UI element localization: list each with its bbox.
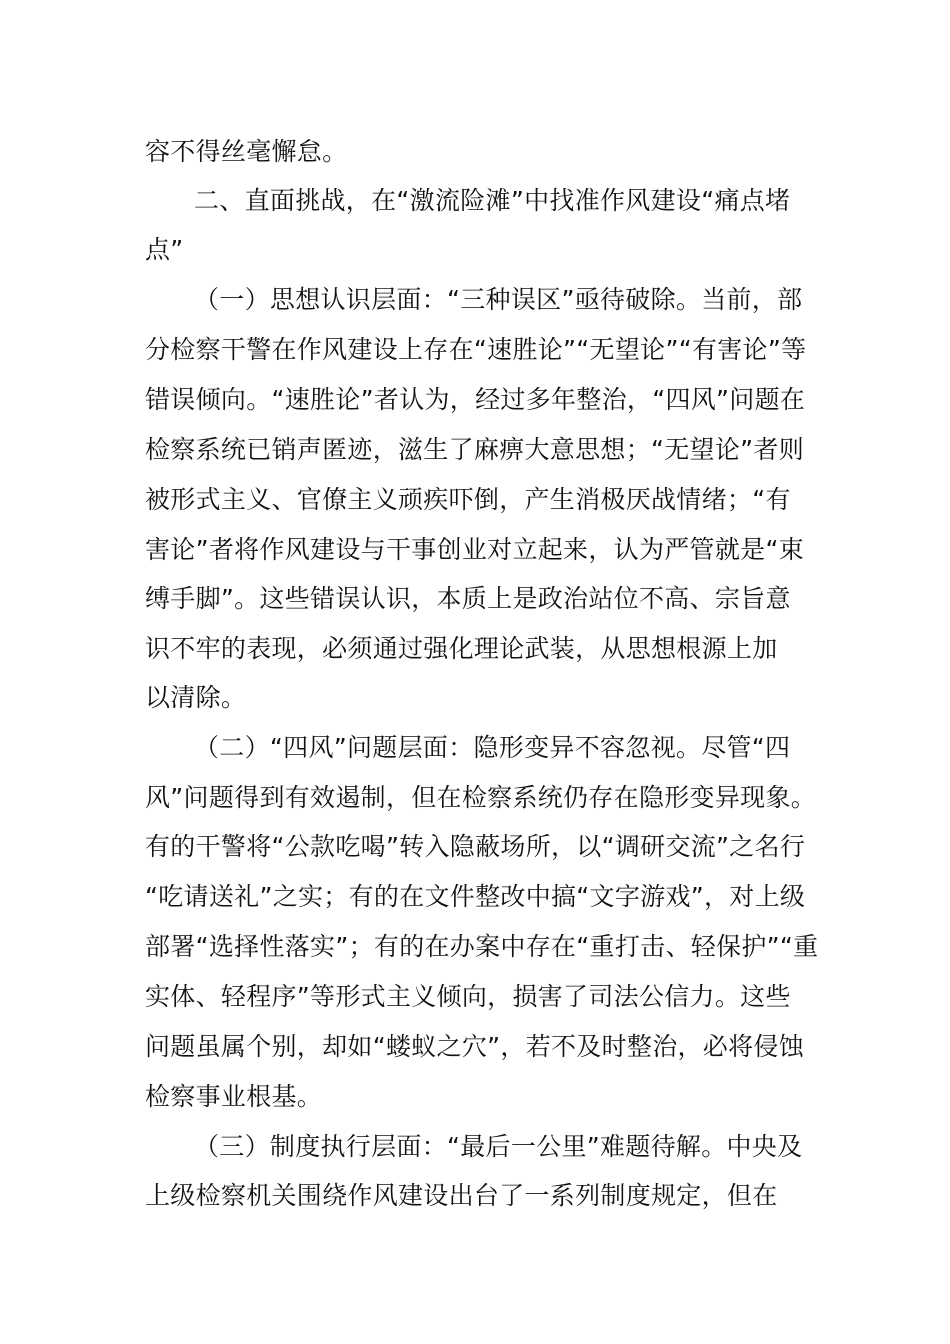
text-line: 缚手脚”。这些错误认识，本质上是政治站位不高、宗旨意	[145, 584, 791, 613]
text-line: 容不得丝毫懈怠。	[145, 137, 348, 166]
section-heading-continued: 点”	[145, 235, 184, 264]
text-line: 以清除。	[145, 683, 247, 712]
text-line: 识不牢的表现，必须通过强化理论武装，从思想根源上加	[145, 634, 778, 663]
text-line: 问题虽属个别，却如“蝼蚁之穴”，若不及时整治，必将侵蚀	[145, 1032, 805, 1061]
text-line: 害论”者将作风建设与干事创业对立起来，认为严管就是“束	[145, 535, 805, 564]
paragraph-first-line: （二）“四风”问题层面：隐形变异不容忽视。尽管“四	[194, 733, 791, 762]
text-line: 实体、轻程序”等形式主义倾向，损害了司法公信力。这些	[145, 982, 791, 1011]
paragraph-first-line: （一）思想认识层面：“三种误区”亟待破除。当前，部	[194, 285, 803, 314]
text-line: “吃请送礼”之实；有的在文件整改中搞“文字游戏”，对上级	[145, 882, 806, 911]
text-line: 检察系统已销声匿迹，滋生了麻痹大意思想；“无望论”者则	[145, 435, 805, 464]
text-line: 有的干警将“公款吃喝”转入隐蔽场所，以“调研交流”之名行	[145, 832, 806, 861]
text-line: 被形式主义、官僚主义顽疾吓倒，产生消极厌战情绪；“有	[145, 485, 791, 514]
text-line: 部署“选择性落实”；有的在办案中存在“重打击、轻保护”“重	[145, 932, 819, 961]
text-line: 分检察干警在作风建设上存在“速胜论”“无望论”“有害论”等	[145, 335, 807, 364]
paragraph-first-line: （三）制度执行层面：“最后一公里”难题待解。中央及	[194, 1132, 803, 1161]
text-line: 上级检察机关围绕作风建设出台了一系列制度规定，但在	[145, 1181, 778, 1210]
text-line: 检察事业根基。	[145, 1082, 323, 1111]
text-line: 错误倾向。“速胜论”者认为，经过多年整治，“四风”问题在	[145, 385, 806, 414]
section-heading: 二、直面挑战，在“激流险滩”中找准作风建设“痛点堵	[194, 186, 791, 215]
text-line: 风”问题得到有效遏制，但在检察系统仍存在隐形变异现象。	[145, 783, 817, 812]
